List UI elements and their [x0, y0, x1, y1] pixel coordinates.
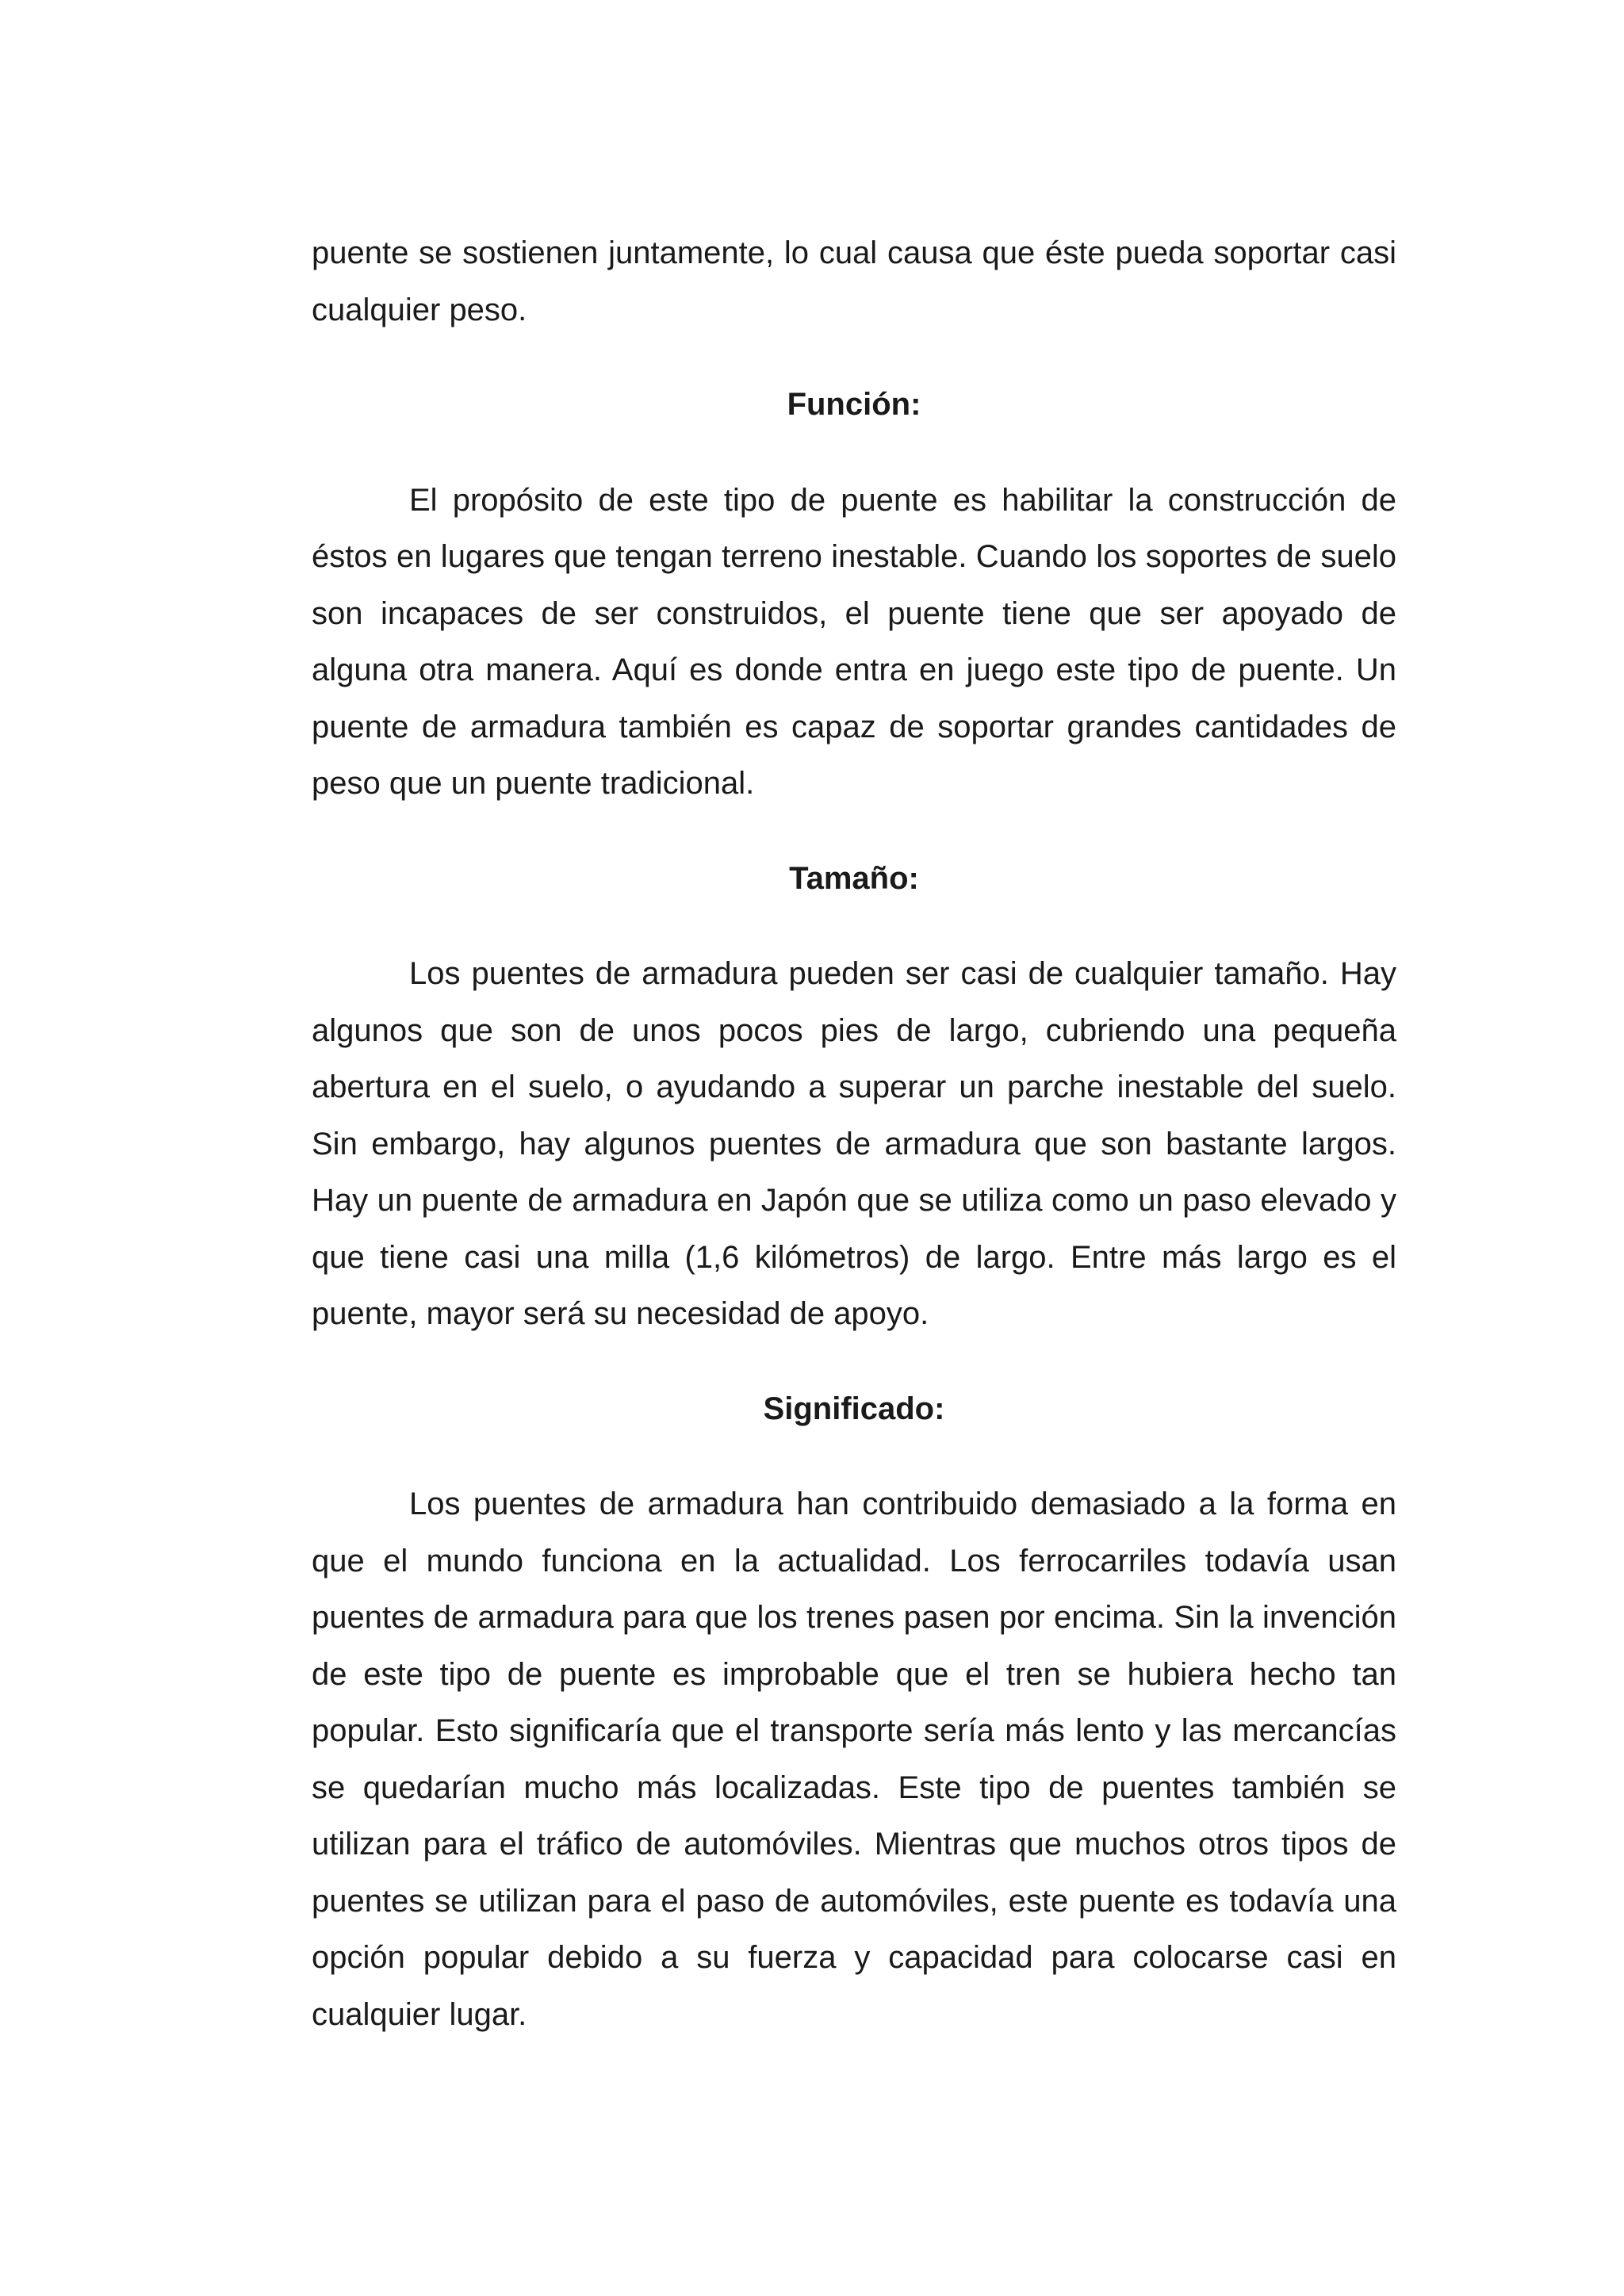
heading-significado: Significado: — [763, 1391, 945, 1426]
document-body — [312, 225, 1396, 2043]
heading-tamano: Tamaño: — [789, 860, 919, 896]
paragraph-funcion: El propósito de este tipo de puente es habilitar la construcción de éstos en lugares que tengan terreno inestable. Cuando los soportes de suelo son incapaces de ser construidos, el puente tiene que ser apoyado de alguna otra manera. Aquí es donde entra en juego este tipo de puente. Un puente de armadura también es capaz de soportar grandes cantidades de peso que un puente tradicional. — [312, 482, 1396, 801]
intro-paragraph: puente se sostienen juntamente, lo cual causa que éste pueda soportar casi cualquier peso. — [312, 235, 1396, 327]
heading-funcion: Función: — [787, 387, 921, 422]
paragraph-significado: Los puentes de armadura han contribuido demasiado a la forma en que el mundo funciona en la actualidad. Los ferrocarriles todavía usan puentes de armadura para que los trenes pasen por encima. Sin la invención de este tipo de puente es improbable que el tren se hubiera hecho tan popular. Esto significaría que el transporte sería más lento y las mercancías se quedarían mucho más localizadas. Este tipo de puentes también se utilizan para el tráfico de automóviles. Mientras que muchos otros tipos de puentes se utilizan para el paso de automóviles, este puente es todavía una opción popular debido a su fuerza y capacidad para colocarse casi en cualquier lugar. — [312, 1487, 1396, 2032]
paragraph-tamano: Los puentes de armadura pueden ser casi de cualquier tamaño. Hay algunos que son de unos pocos pies de largo, cubriendo una pequeña abertura en el suelo, o ayudando a superar un parche inestable del suelo. Sin embargo, hay algunos puentes de armadura que son bastante largos. Hay un puente de armadura en Japón que se utiliza como un paso elevado y que tiene casi una milla (1,6 kilómetros) de largo. Entre más largo es el puente, mayor será su necesidad de apoyo. — [312, 956, 1396, 1331]
